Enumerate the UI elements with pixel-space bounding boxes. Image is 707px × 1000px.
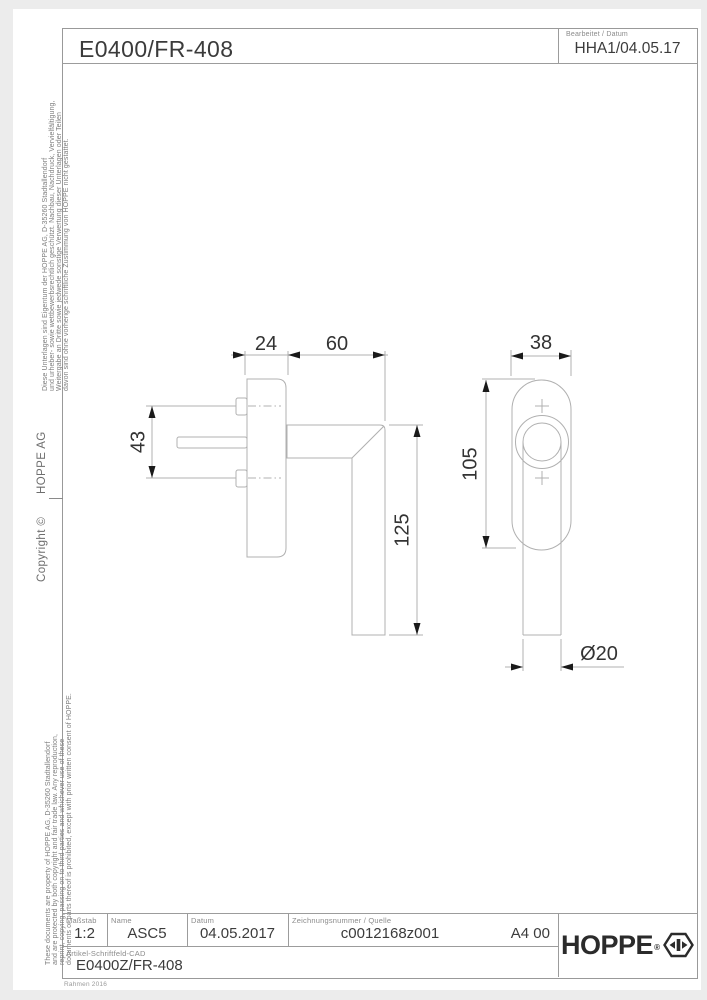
date-label: Datum [191, 916, 215, 925]
dim-text-60: 60 [325, 333, 349, 355]
screw-top [236, 398, 247, 415]
collar-inner-circle [523, 423, 561, 461]
date-value: 04.05.2017 [199, 925, 276, 942]
lever-side-outline [287, 425, 385, 635]
dim-text-38: 38 [529, 332, 553, 354]
hoppe-logo-text: HOPPE [561, 929, 654, 960]
dim-text-43: 43 [127, 430, 150, 454]
name-label: Name [111, 916, 132, 925]
dim-text-24: 24 [254, 333, 278, 355]
copyright-label: Copyright © [36, 516, 48, 582]
dim-text-125: 125 [391, 513, 414, 547]
edited-date-label: Bearbeitet / Datum [566, 31, 628, 38]
drawing-title: E0400/FR-408 [79, 36, 234, 62]
hoppe-hexagon-icon [662, 931, 694, 959]
scale-label: Maßstab [66, 916, 97, 925]
name-value: ASC5 [127, 925, 167, 942]
lever-miter-line [352, 427, 384, 459]
article-value: E0400Z/FR-408 [76, 957, 183, 974]
hoppe-logo [558, 913, 697, 977]
lever-front-outline [523, 442, 561, 635]
legal-note-german: Diese Unterlagen sind Eigentum der HOPPE AG, D-35260 Stadtallendorf und urheber- sowie wettbewerbsrechtlich geschützt. Nachbau, Nachdruck, Vervielfältigung, Weitergabe an Dritte sowie jedwede sonstige Verwertung dieser Unterlagen oder Teilen davon sind ohne vorherige schriftliche Zustimmung von HOPPE nicht gestattet. [42, 100, 70, 391]
extension-lines-43 [146, 406, 236, 478]
edited-date-value: HHA1/04.05.17 [574, 40, 681, 57]
company-label: HOPPE AG [36, 431, 48, 494]
frame-note: Rahmen 2016 [64, 981, 108, 988]
dimension-arrows [149, 352, 574, 671]
legal-note-english: These documents are property of HOPPE AG, D-35260 Stadtallendorf and are protected by both copyright and fair trade law. Any reproduction, reprint, copying, passing on to third parties and whichever use of these documents or parts thereof is prohibited, except with prior written consent of HOPPE. [45, 693, 73, 965]
titleblock-row-divider [62, 946, 558, 947]
dim-text-105: 105 [459, 447, 482, 481]
registered-mark: ® [654, 942, 660, 952]
spindle [177, 437, 247, 448]
screw-cross-marks [535, 399, 549, 485]
article-label: Artikel-Schriftfeld-CAD [66, 949, 146, 958]
drawing-number-label: Zeichnungsnummer / Quelle [292, 916, 392, 925]
format-value: A4 00 [510, 925, 550, 942]
cell-line-3 [288, 913, 289, 946]
screw-centerlines [248, 406, 281, 478]
dim-text-diameter: Ø20 [580, 643, 618, 665]
drawing-number-value: c0012168z001 [340, 925, 440, 942]
dim-lines-24-60 [231, 351, 388, 421]
scale-value: 1:2 [74, 925, 95, 942]
screw-bottom [236, 470, 247, 487]
